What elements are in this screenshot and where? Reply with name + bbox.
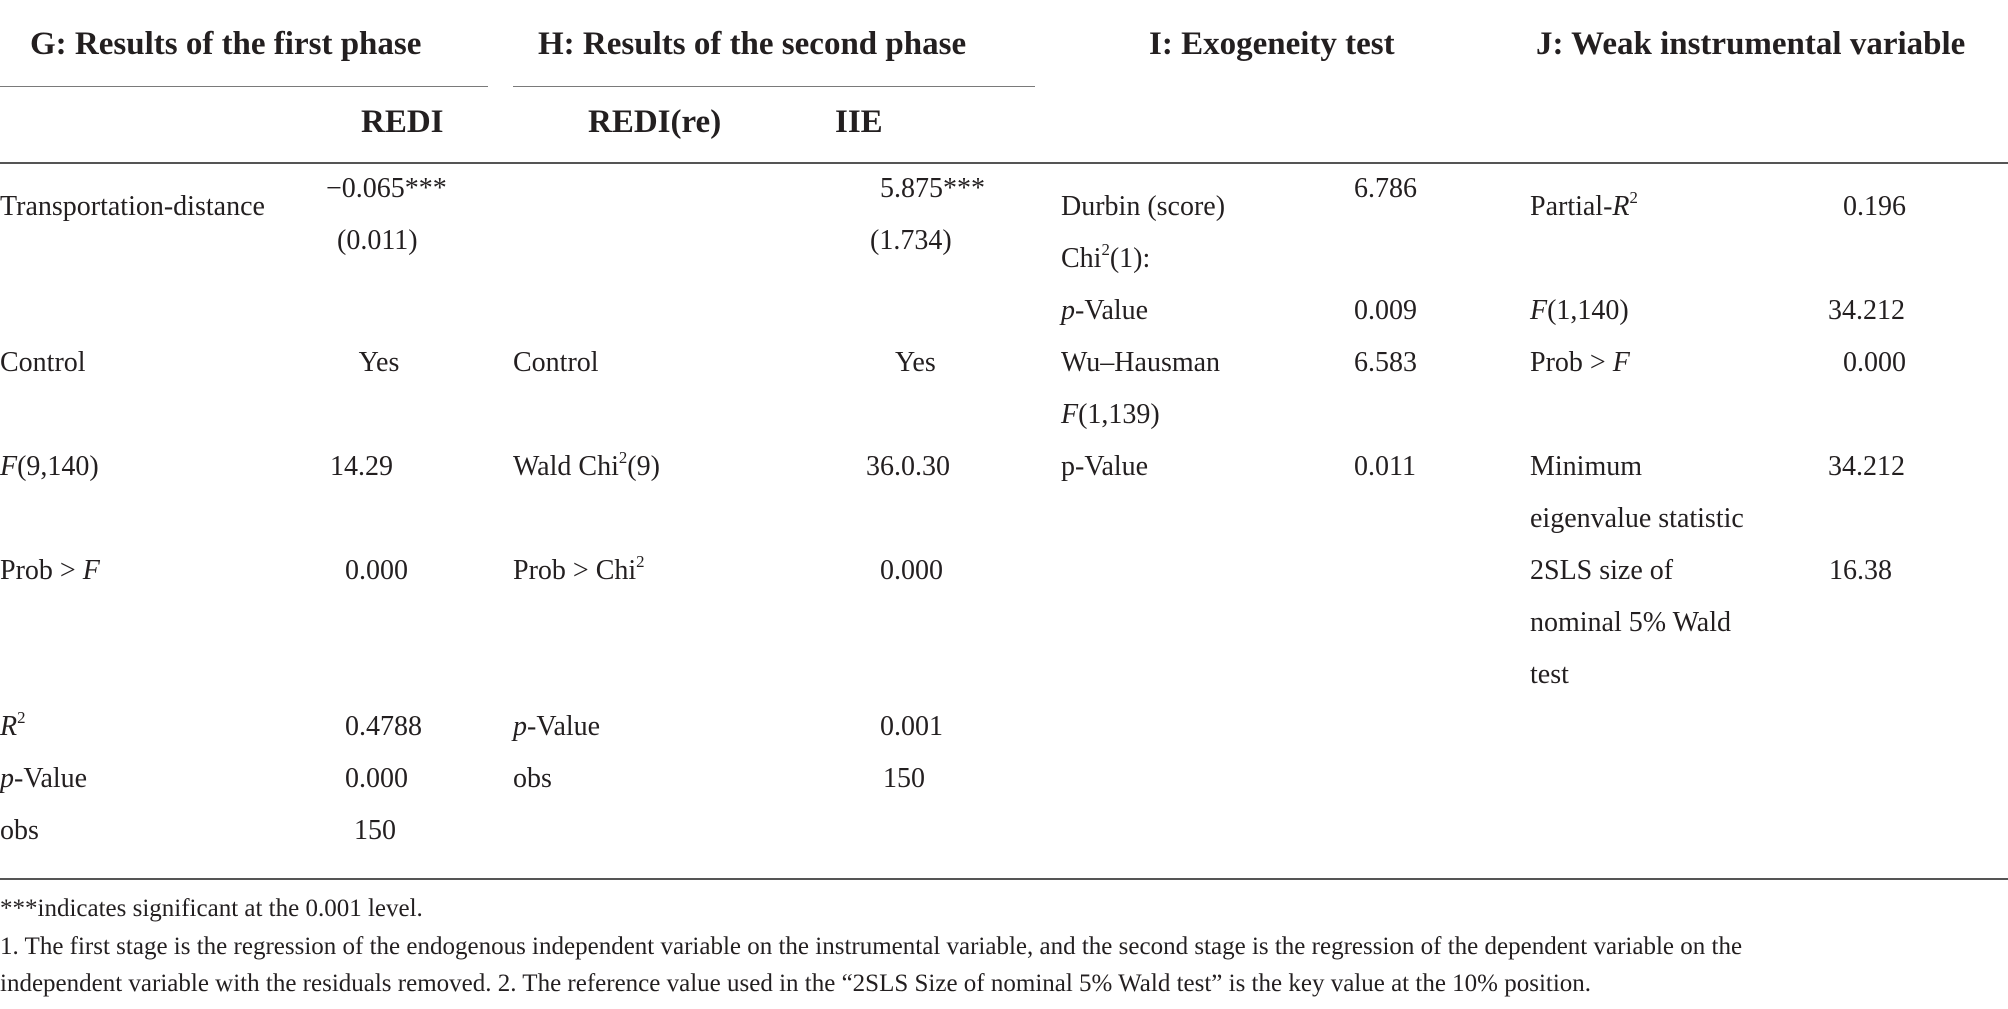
i-row-label: Chi$^2$(1): bbox=[1061, 240, 1151, 274]
j-row-label: Minimum bbox=[1530, 451, 1643, 482]
g-row-value: 0.4788 bbox=[345, 711, 422, 742]
h-row-label: obs bbox=[513, 763, 552, 794]
h-row-se: (1.734) bbox=[870, 225, 952, 256]
h-row-label: Wald Chi$^2$(9) bbox=[513, 448, 660, 482]
g-row-label: Prob > F bbox=[0, 555, 100, 586]
h-row-value: 5.875*** bbox=[880, 173, 985, 204]
h-row-value: Yes bbox=[895, 347, 936, 378]
panel-g-rule bbox=[0, 86, 488, 87]
panel-g-title: G: Results of the first phase bbox=[30, 26, 422, 62]
h-row-label: p-Value bbox=[513, 711, 601, 742]
footnote-note-line2: independent variable with the residuals removed. 2. The reference value used in the “2SLS Size of nominal 5% Wald test” is the key value at the 10% position. bbox=[0, 970, 1592, 997]
panel-h-title: H: Results of the second phase bbox=[538, 26, 967, 62]
g-row-label: Control bbox=[0, 347, 86, 378]
i-row-label: Durbin (score) bbox=[1061, 191, 1226, 222]
i-row-value: 6.583 bbox=[1354, 347, 1417, 378]
g-row-se: (0.011) bbox=[337, 225, 418, 256]
footnote-significance: ***indicates significant at the 0.001 level. bbox=[0, 895, 423, 922]
j-row-label: test bbox=[1530, 659, 1569, 690]
i-row-label: p-Value bbox=[1061, 451, 1149, 482]
g-row-label: F(9,140) bbox=[0, 451, 99, 482]
j-row-label: nominal 5% Wald bbox=[1530, 607, 1731, 638]
panel-j-title: J: Weak instrumental variable bbox=[1536, 26, 1966, 62]
i-row-label: p-Value bbox=[1061, 295, 1149, 326]
i-row-value: 0.009 bbox=[1354, 295, 1417, 326]
g-row-value: 150 bbox=[354, 815, 396, 846]
col-redi-re: REDI(re) bbox=[588, 104, 722, 140]
h-row-label: Control bbox=[513, 347, 599, 378]
j-row-label: Prob > F bbox=[1530, 347, 1630, 378]
i-row-value: 6.786 bbox=[1354, 173, 1417, 204]
h-row-value: 0.000 bbox=[880, 555, 943, 586]
h-row-value: 0.001 bbox=[880, 711, 943, 742]
i-row-label: F(1,139) bbox=[1061, 399, 1160, 430]
col-iie: IIE bbox=[835, 104, 883, 140]
g-row-value: Yes bbox=[358, 347, 400, 378]
h-row-value: 36.0.30 bbox=[866, 451, 950, 482]
g-row-label: Transportation-distance bbox=[0, 191, 265, 222]
footnote-note-line1: 1. The first stage is the regression of the endogenous independent variable on the instrumental variable, and the second stage is the regression of the dependent variable on the bbox=[0, 933, 1743, 960]
g-row-label: p-Value bbox=[0, 763, 88, 794]
i-row-label: Wu–Hausman bbox=[1061, 347, 1221, 378]
panel-h-rule bbox=[513, 86, 1035, 87]
j-row-value: 0.000 bbox=[1843, 347, 1906, 378]
h-row-label: Prob > Chi$^2$ bbox=[513, 552, 645, 586]
j-row-value: 16.38 bbox=[1829, 555, 1892, 586]
j-row-value: 34.212 bbox=[1828, 295, 1905, 326]
bottom-rule bbox=[0, 878, 2008, 880]
g-row-label: obs bbox=[0, 815, 39, 846]
g-row-value: −0.065*** bbox=[326, 173, 447, 204]
g-row-label: $R^2$ bbox=[0, 708, 26, 742]
col-redi: REDI bbox=[361, 104, 444, 140]
j-row-value: 0.196 bbox=[1843, 191, 1906, 222]
j-row-label: eigenvalue statistic bbox=[1530, 503, 1744, 534]
panel-i-title: I: Exogeneity test bbox=[1149, 26, 1395, 62]
g-row-value: 14.29 bbox=[330, 451, 393, 482]
header-rule bbox=[0, 162, 2008, 164]
g-row-value: 0.000 bbox=[345, 555, 408, 586]
j-row-label: F(1,140) bbox=[1530, 295, 1629, 326]
h-row-value: 150 bbox=[883, 763, 925, 794]
j-row-label: 2SLS size of bbox=[1530, 555, 1674, 586]
j-row-value: 34.212 bbox=[1828, 451, 1905, 482]
i-row-value: 0.011 bbox=[1354, 451, 1416, 482]
g-row-value: 0.000 bbox=[345, 763, 408, 794]
j-row-label: Partial-$R^2$ bbox=[1530, 188, 1638, 222]
